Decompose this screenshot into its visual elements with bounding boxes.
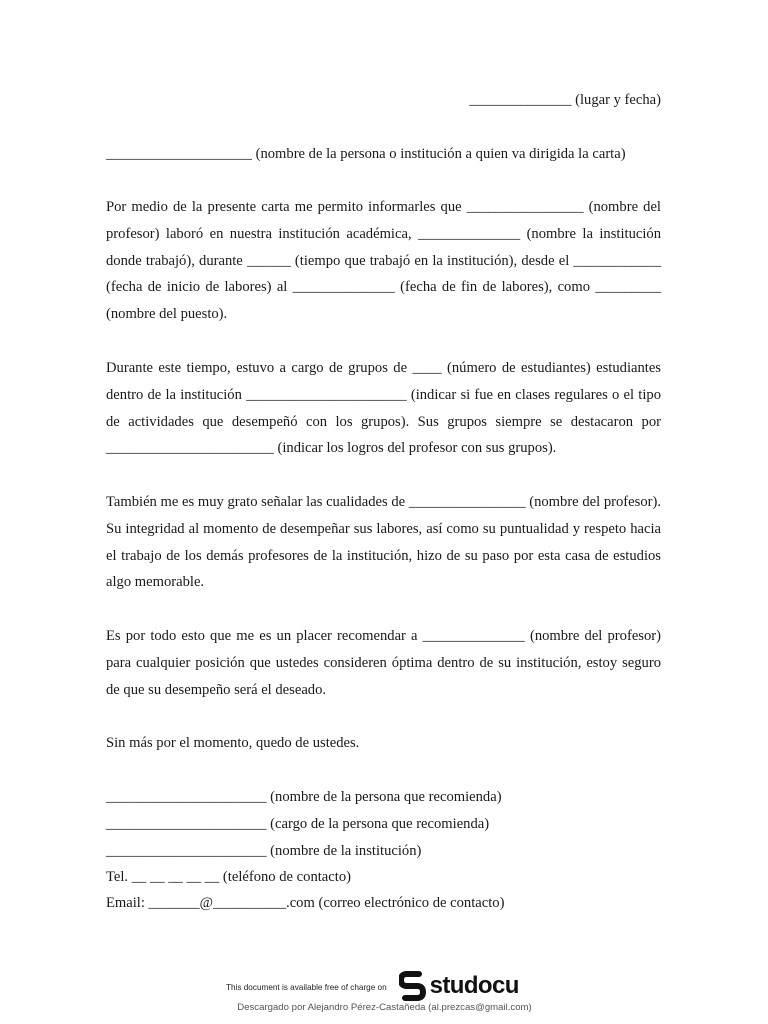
studocu-footer — [0, 966, 768, 1024]
paragraph-qualities: También me es muy grato señalar las cualidades de ________________ (nombre del profesor). Su integridad al momento de desempeñar sus labores, así como su puntualidad y respeto hacia el trabajo de los demás profesores de la institución, hizo de su paso por esta casa de estudios algo memorable. — [106, 494, 661, 591]
paragraph-recommendation: Es por todo esto que me es un placer recomendar a ______________ (nombre del profesor) para cualquier posición que ustedes consideren óptima dentro de su institución, estoy seguro de que su desempeño será el deseado. — [106, 628, 661, 698]
downloaded-by-text: Descargado por Alejandro Pérez-Castañeda (al.prezcas@gmail.com) — [237, 1002, 532, 1013]
availability-text: This document is available free of charge on — [226, 982, 387, 992]
studocu-logo-link[interactable] — [399, 970, 519, 1002]
signature-position-line: ______________________ (cargo de la persona que recomienda) — [106, 816, 490, 832]
signature-email-line: Email: _______@__________.com (correo electrónico de contacto) — [106, 895, 505, 911]
studocu-brand-text: studocu — [429, 972, 519, 999]
paragraph-intro: Por medio de la presente carta me permito informarles que ________________ (nombre del profesor) laboró en nuestra institución académica, ______________ (nombre la institución donde trabajó), durante ______ (tiempo que trabajó en la institución), desde el ____________ (fecha de inicio de labores) al ______________ (fecha de fin de labores), como _________ (nombre del puesto). — [106, 199, 661, 323]
date-place-line: ______________ (lugar y fecha) — [469, 92, 661, 108]
signature-phone-line: Tel. __ __ __ __ __ (teléfono de contacto) — [106, 869, 351, 885]
footer-brand-row — [226, 970, 519, 1002]
paragraph-closing: Sin más por el momento, quedo de ustedes. — [106, 735, 360, 751]
paragraph-groups: Durante este tiempo, estuvo a cargo de grupos de ____ (número de estudiantes) estudiantes dentro de la institución ______________________ (indicar si fue en clases regulares o el tipo de actividades que desempeñó con los grupos). Sus grupos siempre se destacaron por _______________________ (indicar los logros del profesor con sus grupos). — [106, 360, 661, 457]
signature-institution-line: ______________________ (nombre de la institución) — [106, 843, 422, 859]
recipient-line: ____________________ (nombre de la persona o institución a quien va dirigida la carta) — [106, 146, 626, 162]
studocu-logo-icon — [399, 970, 427, 1002]
signature-name-line: ______________________ (nombre de la persona que recomienda) — [106, 789, 502, 805]
